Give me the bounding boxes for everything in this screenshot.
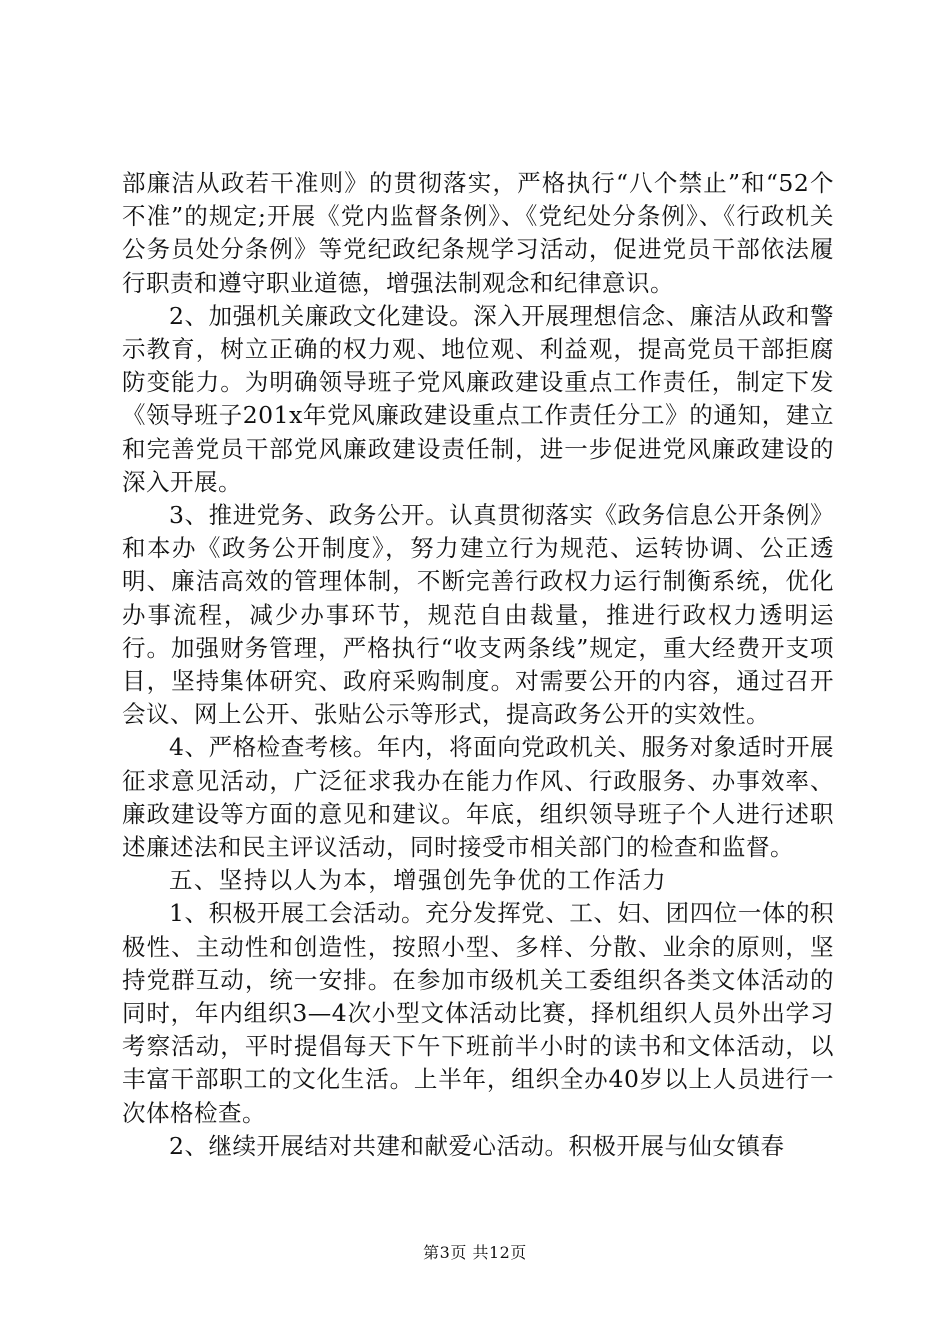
paragraph-item-4: 4、严格检查考核。年内，将面向党政机关、服务对象适时开展征求意见活动，广泛征求我办在能力作风、行政服务、办事效率、廉政建设等方面的意见和建议。年底，组织领导班子个人进行述职述廉述法和民主评议活动，同时接受市相关部门的检查和监督。 [122, 733, 834, 862]
document-body [122, 167, 834, 1163]
paragraph-item-5-2: 2、继续开展结对共建和献爱心活动。积极开展与仙女镇春 [169, 1131, 785, 1160]
paragraph-item-5-1: 1、积极开展工会活动。充分发挥党、工、妇、团四位一体的积极性、主动性和创造性，按照小型、多样、分散、业余的原则，坚持党群互动，统一安排。在参加市级机关工委组织各类文体活动的同时，年内组织3—4次小型文体活动比赛，择机组织人员外出学习考察活动，平时提倡每天下午下班前半小时的读书和文体活动，以丰富干部职工的文化生活。上半年，组织全办40岁以上人员进行一次体格检查。 [122, 899, 834, 1127]
paragraph-continuation: 部廉洁从政若干准则》的贯彻落实，严格执行“八个禁止”和“52个不准”的规定;开展《党内监督条例》、《党纪处分条例》、《行政机关公务员处分条例》等党纪政纪条规学习活动，促进党员干部依法履行职责和遵守职业道德，增强法制观念和纪律意识。 [122, 169, 834, 297]
paragraph-item-3: 3、推进党务、政务公开。认真贯彻落实《政务信息公开条例》和本办《政务公开制度》，努力建立行为规范、运转协调、公正透明、廉洁高效的管理体制，不断完善行政权力运行制衡系统，优化办事流程，减少办事环节，规范自由裁量，推进行政权力透明运行。加强财务管理，严格执行“收支两条线”规定，重大经费开支项目，坚持集体研究、政府采购制度。对需要公开的内容，通过召开会议、网上公开、张贴公示等形式，提高政务公开的实效性。 [122, 501, 834, 729]
page-footer: 第3页 共12页 [423, 1243, 527, 1262]
paragraph-item-2: 2、加强机关廉政文化建设。深入开展理想信念、廉洁从政和警示教育，树立正确的权力观、地位观、利益观，提高党员干部拒腐防变能力。为明确领导班子党风廉政建设重点工作责任，制定下发《领导班子201x年党风廉政建设重点工作责任分工》的通知，建立和完善党员干部党风廉政建设责任制，进一步促进党风廉政建设的深入开展。 [122, 301, 834, 496]
section-heading: 五、坚持以人为本，增强创先争优的工作活力 [169, 866, 667, 895]
